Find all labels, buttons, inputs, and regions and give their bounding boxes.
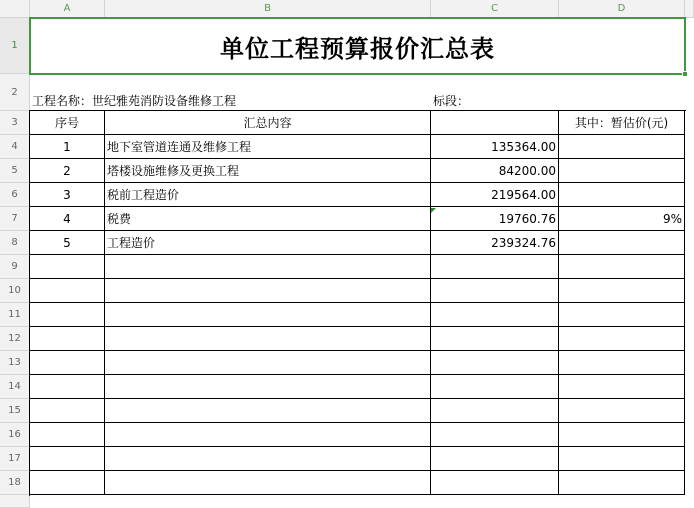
- item-seq[interactable]: 5: [30, 231, 105, 255]
- empty-cell[interactable]: [559, 447, 685, 471]
- empty-cell[interactable]: [105, 303, 431, 327]
- item-amount[interactable]: 19760.76: [431, 207, 559, 231]
- row-header-19[interactable]: [0, 495, 30, 508]
- header-seq[interactable]: 序号: [30, 111, 105, 135]
- empty-cell[interactable]: [30, 351, 105, 375]
- empty-cell[interactable]: [431, 375, 559, 399]
- empty-cell[interactable]: [30, 327, 105, 351]
- empty-cell[interactable]: [105, 447, 431, 471]
- empty-cell[interactable]: [30, 279, 105, 303]
- empty-cell[interactable]: [559, 303, 685, 327]
- comment-indicator-icon[interactable]: [431, 208, 436, 213]
- item-provisional[interactable]: [559, 135, 685, 159]
- empty-cell[interactable]: [559, 351, 685, 375]
- item-seq[interactable]: 3: [30, 183, 105, 207]
- empty-cell[interactable]: [105, 255, 431, 279]
- empty-cell[interactable]: [30, 471, 105, 495]
- row-header-3[interactable]: 3: [0, 111, 30, 135]
- header-provisional[interactable]: 其中：暂估价(元): [559, 111, 685, 135]
- row-header-9[interactable]: 9: [0, 255, 30, 279]
- empty-cell[interactable]: [30, 423, 105, 447]
- row-header-6[interactable]: 6: [0, 183, 30, 207]
- empty-cell[interactable]: [30, 303, 105, 327]
- item-amount[interactable]: 135364.00: [431, 135, 559, 159]
- empty-cell[interactable]: [431, 471, 559, 495]
- title-cell[interactable]: 单位工程预算报价汇总表: [220, 34, 495, 63]
- empty-cell[interactable]: [30, 399, 105, 423]
- row-header-10[interactable]: 10: [0, 279, 30, 303]
- row-header-14[interactable]: 14: [0, 375, 30, 399]
- empty-cell[interactable]: [30, 447, 105, 471]
- empty-cell[interactable]: [559, 471, 685, 495]
- item-provisional[interactable]: [559, 159, 685, 183]
- row-header-13[interactable]: 13: [0, 351, 30, 375]
- empty-cell[interactable]: [431, 351, 559, 375]
- item-amount[interactable]: 239324.76: [431, 231, 559, 255]
- empty-cell[interactable]: [431, 447, 559, 471]
- empty-cell[interactable]: [431, 423, 559, 447]
- row-header-18[interactable]: 18: [0, 471, 30, 495]
- empty-cell[interactable]: [431, 399, 559, 423]
- empty-cell[interactable]: [105, 327, 431, 351]
- item-amount[interactable]: 219564.00: [431, 183, 559, 207]
- empty-cell[interactable]: [30, 255, 105, 279]
- fill-handle[interactable]: [682, 71, 688, 77]
- empty-cell[interactable]: [105, 375, 431, 399]
- cell-selection-border: [29, 17, 686, 75]
- column-header-c[interactable]: C: [431, 0, 559, 18]
- row-header-8[interactable]: 8: [0, 231, 30, 255]
- header-content[interactable]: 汇总内容: [105, 111, 431, 135]
- row-header-4[interactable]: 4: [0, 135, 30, 159]
- row-header-15[interactable]: 15: [0, 399, 30, 423]
- item-content[interactable]: 塔楼设施维修及更换工程: [105, 159, 431, 183]
- row-header-2[interactable]: 2: [0, 74, 30, 111]
- item-seq[interactable]: 1: [30, 135, 105, 159]
- empty-cell[interactable]: [30, 375, 105, 399]
- section-cell[interactable]: 标段：: [433, 94, 470, 108]
- column-header-a[interactable]: A: [30, 0, 105, 18]
- column-header-e[interactable]: [685, 0, 694, 18]
- item-provisional[interactable]: [559, 231, 685, 255]
- row-header-12[interactable]: 12: [0, 327, 30, 351]
- item-content[interactable]: 工程造价: [105, 231, 431, 255]
- empty-cell[interactable]: [431, 327, 559, 351]
- empty-cell[interactable]: [105, 279, 431, 303]
- header-amount[interactable]: [431, 111, 559, 135]
- empty-cell[interactable]: [431, 255, 559, 279]
- row-header-5[interactable]: 5: [0, 159, 30, 183]
- empty-cell[interactable]: [559, 327, 685, 351]
- column-header-d[interactable]: D: [559, 0, 685, 18]
- row-header-11[interactable]: 11: [0, 303, 30, 327]
- empty-cell[interactable]: [431, 279, 559, 303]
- empty-cell[interactable]: [105, 351, 431, 375]
- item-provisional[interactable]: 9%: [559, 207, 685, 231]
- item-seq[interactable]: 4: [30, 207, 105, 231]
- project-name-cell[interactable]: 工程名称：世纪雅苑消防设备维修工程: [32, 94, 237, 108]
- row-header-1[interactable]: 1: [0, 18, 30, 74]
- item-amount[interactable]: 84200.00: [431, 159, 559, 183]
- empty-cell[interactable]: [559, 375, 685, 399]
- row-header-7[interactable]: 7: [0, 207, 30, 231]
- row-header-16[interactable]: 16: [0, 423, 30, 447]
- item-content[interactable]: 税费: [105, 207, 431, 231]
- select-all-corner[interactable]: [0, 0, 30, 18]
- empty-cell[interactable]: [105, 399, 431, 423]
- item-seq[interactable]: 2: [30, 159, 105, 183]
- empty-cell[interactable]: [559, 255, 685, 279]
- empty-cell[interactable]: [559, 279, 685, 303]
- item-content[interactable]: 税前工程造价: [105, 183, 431, 207]
- empty-cell[interactable]: [105, 423, 431, 447]
- empty-cell[interactable]: [559, 423, 685, 447]
- row-header-17[interactable]: 17: [0, 447, 30, 471]
- item-provisional[interactable]: [559, 183, 685, 207]
- empty-cell[interactable]: [431, 303, 559, 327]
- column-header-b[interactable]: B: [105, 0, 431, 18]
- empty-cell[interactable]: [105, 471, 431, 495]
- empty-cell[interactable]: [559, 399, 685, 423]
- item-content[interactable]: 地下室管道连通及维修工程: [105, 135, 431, 159]
